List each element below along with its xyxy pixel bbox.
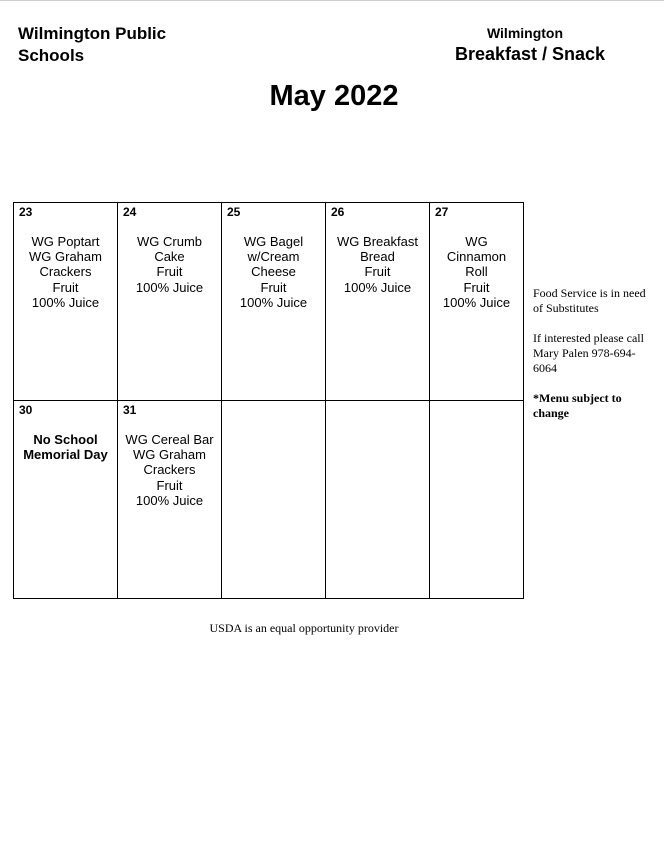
empty-cell [430, 401, 524, 599]
menu-item: WG Graham [29, 249, 102, 265]
menu-item: Fruit [52, 279, 79, 295]
menu-item: Crackers [39, 264, 92, 280]
menu-disclaimer: *Menu subject to change [533, 391, 622, 420]
menu-item: WG Bagel [243, 234, 304, 249]
day-menu [222, 234, 325, 310]
menu-item: WG Crumb [137, 234, 202, 249]
menu-item: WG Graham [133, 447, 206, 463]
district-name: Wilmington Public Schools [18, 24, 167, 65]
substitutes-notice: Food Service is in need of Substitutes [533, 286, 646, 315]
day-menu [326, 234, 429, 295]
top-rule [0, 0, 664, 1]
empty-cell [222, 401, 326, 599]
day-number: 24 [123, 205, 137, 219]
menu-item: Memorial Day [23, 447, 108, 463]
menu-item: Fruit [156, 264, 183, 280]
day-number: 31 [123, 403, 137, 417]
menu-item: 100% Juice [135, 492, 204, 508]
contact-info: If interested please call Mary Palen 978-694-6064 [533, 331, 644, 375]
day-cell-30 [14, 401, 118, 599]
day-number: 27 [435, 205, 449, 219]
menu-item: Cheese [251, 264, 296, 280]
menu-title: Breakfast / Snack [454, 44, 606, 64]
day-cell-27 [430, 203, 524, 401]
day-menu [118, 234, 221, 295]
menu-item: Crackers [143, 462, 196, 478]
menu-item: Cake [154, 249, 185, 265]
day-cell-23 [14, 203, 118, 401]
menu-item: Fruit [364, 264, 391, 280]
holiday-notice [14, 432, 117, 462]
menu-item: Roll [465, 264, 488, 280]
menu-item: No School [33, 432, 98, 447]
menu-item: WG Breakfast [337, 234, 418, 249]
menu-item: 100% Juice [442, 294, 511, 310]
menu-item: Bread [360, 249, 395, 265]
day-cell-25 [222, 203, 326, 401]
day-menu [430, 234, 523, 310]
menu-item: 100% Juice [135, 279, 204, 295]
menu-calendar [13, 202, 524, 599]
menu-item: Cinnamon [446, 249, 507, 265]
day-number: 26 [331, 205, 345, 219]
page-title: May 2022 [269, 80, 399, 112]
menu-item: Fruit [463, 279, 490, 295]
sidebar-notes [533, 286, 648, 436]
menu-item: WG Poptart [31, 234, 100, 249]
day-cell-24 [118, 203, 222, 401]
day-menu [14, 234, 117, 310]
day-number: 23 [19, 205, 33, 219]
day-menu [118, 432, 221, 508]
day-cell-31 [118, 401, 222, 599]
empty-cell [326, 401, 430, 599]
day-number: 25 [227, 205, 241, 219]
menu-item: WG [465, 234, 488, 249]
menu-item: 100% Juice [343, 279, 412, 295]
menu-item: w/Cream [247, 249, 300, 265]
day-cell-26 [326, 203, 430, 401]
town-name: Wilmington [486, 25, 564, 41]
menu-item: Fruit [260, 279, 287, 295]
menu-item: Fruit [156, 477, 183, 493]
usda-statement: USDA is an equal opportunity provider [209, 621, 399, 635]
menu-item: 100% Juice [31, 294, 100, 310]
menu-item: 100% Juice [239, 294, 308, 310]
menu-item: WG Cereal Bar [125, 432, 214, 447]
day-number: 30 [19, 403, 33, 417]
